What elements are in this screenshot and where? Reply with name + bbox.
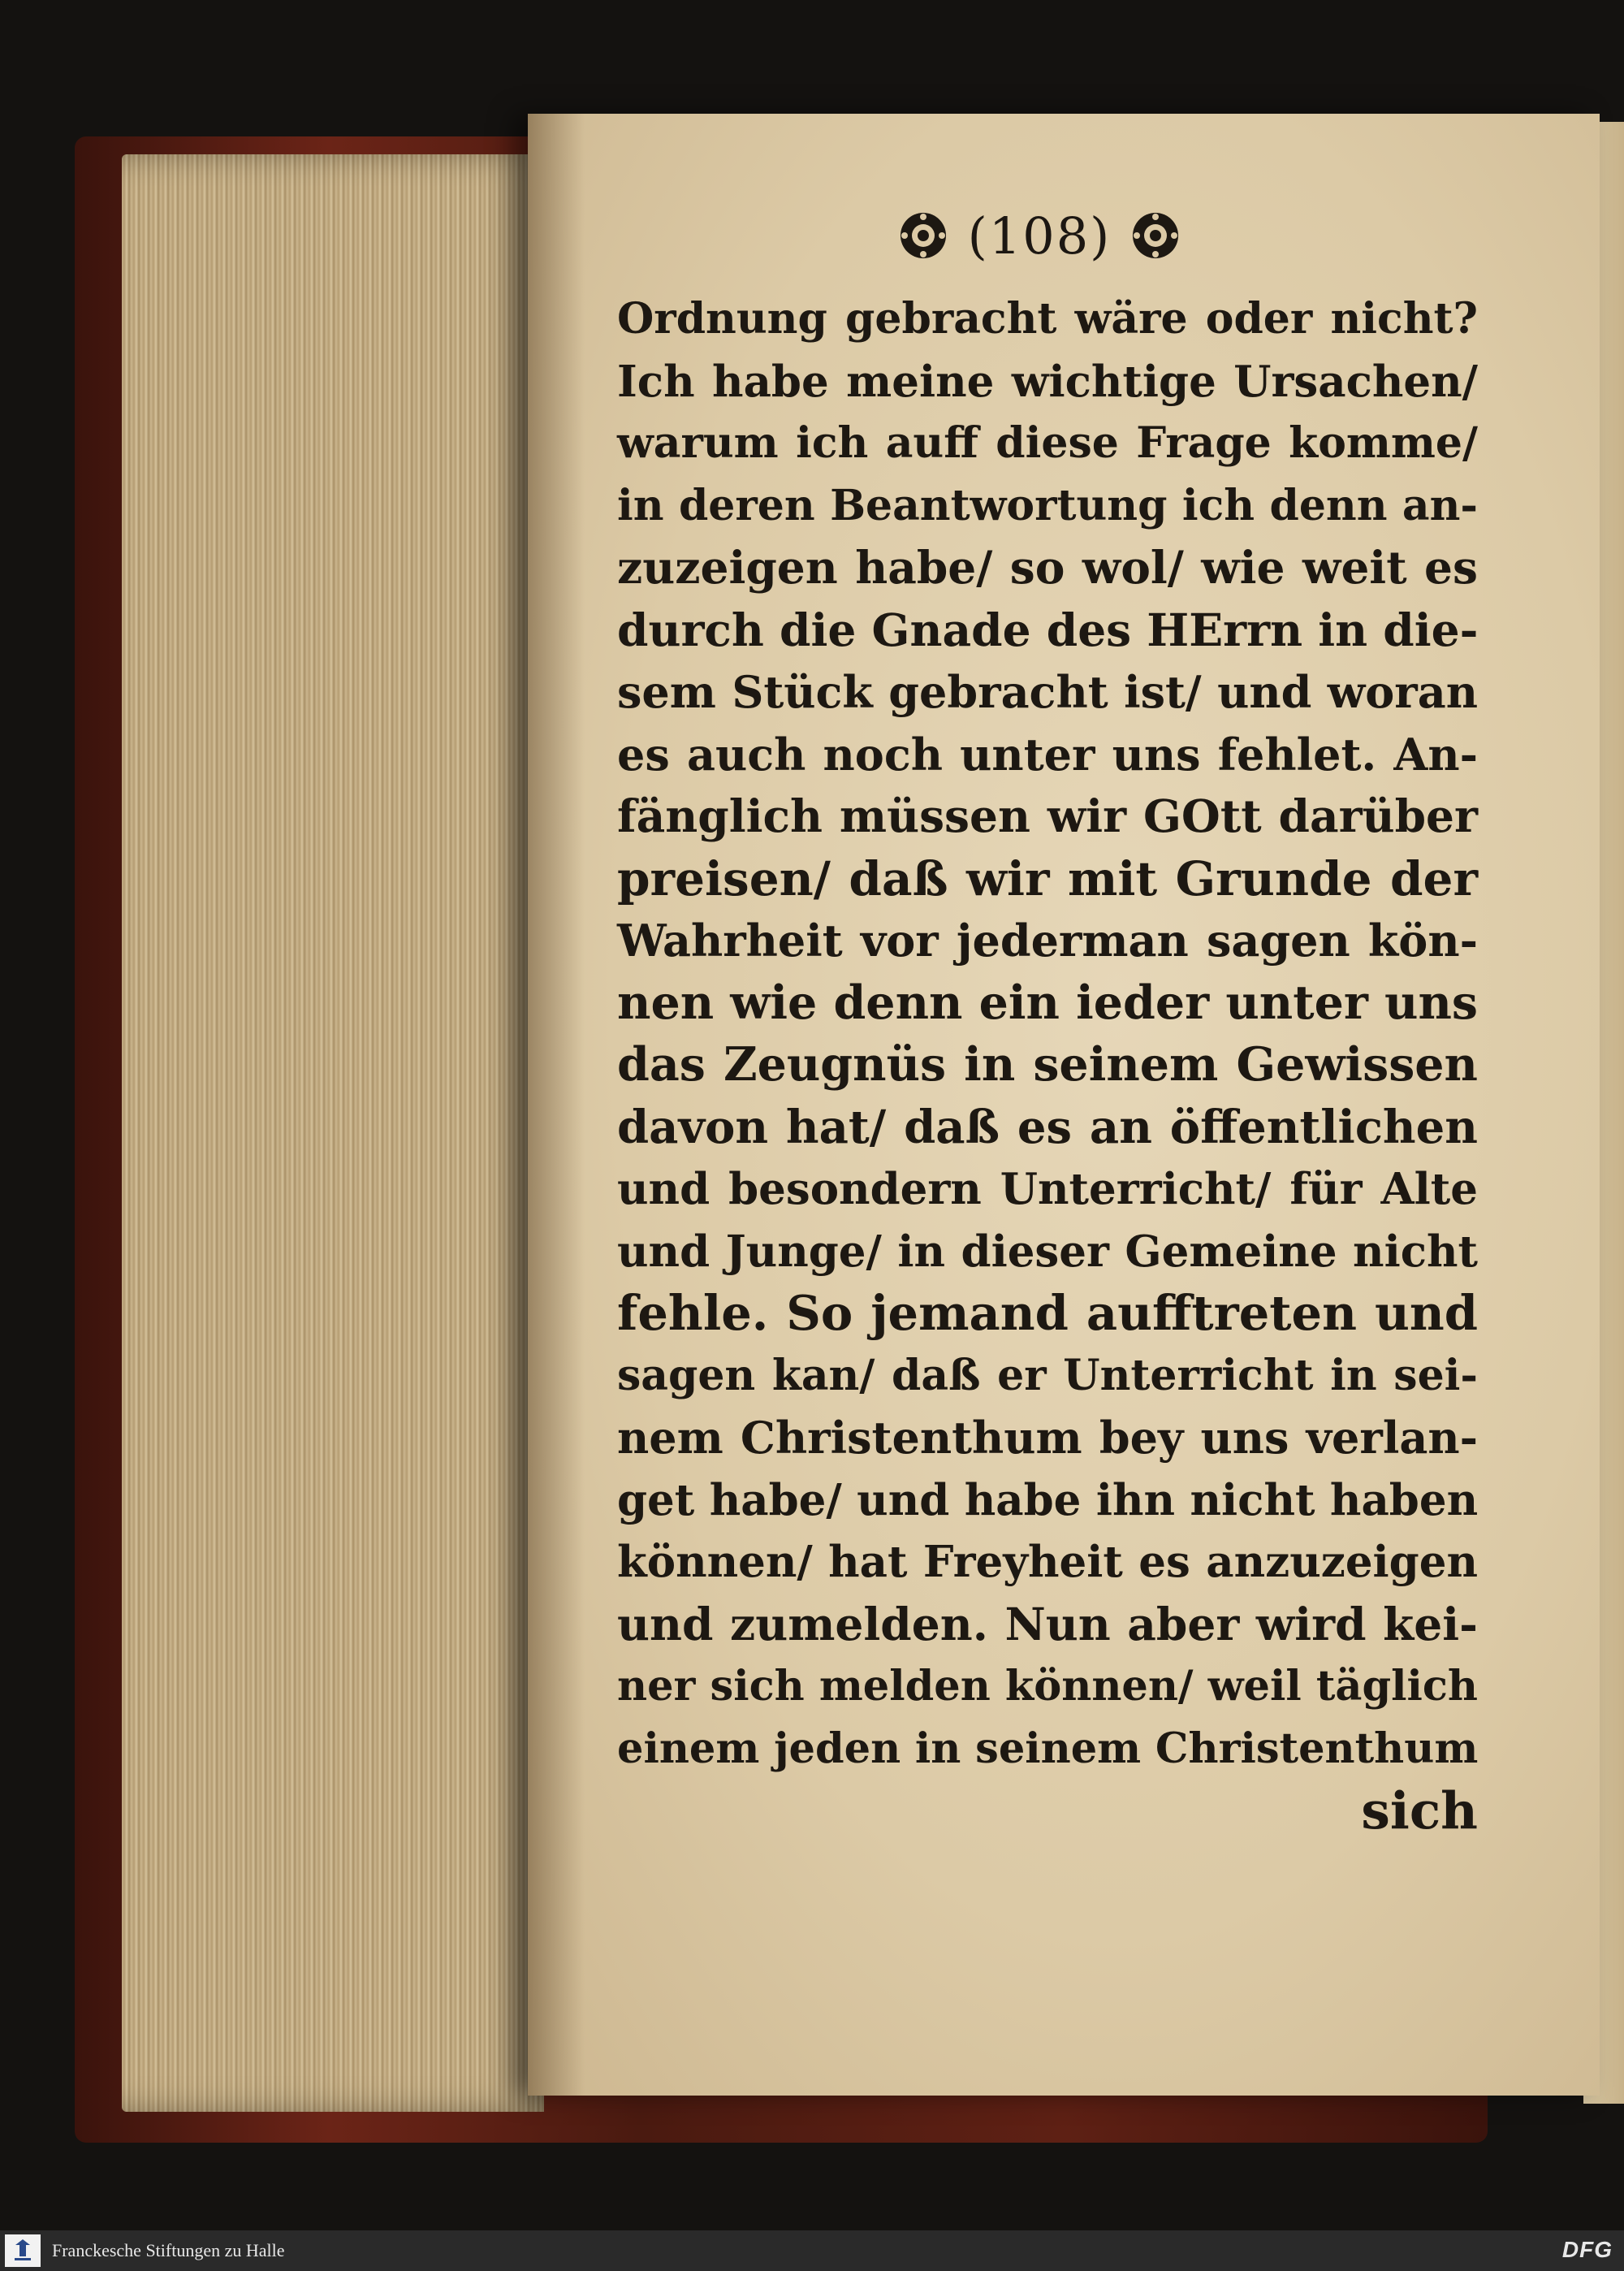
text-line: können/ hat Freyheit es anzuzeigen <box>617 1537 1478 1587</box>
text-line: fänglich müssen wir GOtt darüber <box>617 789 1478 842</box>
text-line: sem Stück gebracht ist/ und woran <box>617 666 1478 718</box>
page-block-edge <box>122 154 544 2112</box>
dfg-logo: DFG <box>1561 2237 1613 2262</box>
text-line: in deren Beantwortung ich denn an- <box>617 480 1478 530</box>
text-line: preisen/ daß wir mit Grunde der <box>617 850 1478 906</box>
text-line: Ich habe meine wichtige Ursachen/ <box>617 356 1478 407</box>
institution-name: Franckesche Stiftungen zu Halle <box>52 2240 285 2260</box>
page-number: (108) <box>967 205 1112 266</box>
institution-logo-icon <box>5 2234 41 2267</box>
text-line: zuzeigen habe/ so wol/ wie weit es <box>617 541 1478 594</box>
rosette-ornament-icon <box>896 209 950 262</box>
text-line: nen wie denn ein ieder unter uns <box>617 975 1478 1030</box>
text-line: Wahrheit vor jederman sagen kön- <box>617 915 1478 967</box>
text-line: einem jeden in seinem Christenthum <box>617 1724 1479 1773</box>
page-header <box>861 195 1218 276</box>
text-line: nem Christenthum bey uns verlan- <box>617 1412 1478 1464</box>
text-line: davon hat/ daß es an öffentlichen <box>617 1100 1478 1154</box>
text-line: und besondern Unterricht/ für Alte <box>617 1164 1478 1214</box>
text-line: und zumelden. Nun aber wird kei- <box>617 1597 1478 1650</box>
text-line: Ordnung gebracht wäre oder nicht? <box>617 294 1478 344</box>
body-text <box>617 288 1478 1842</box>
text-line: fehle. So jemand aufftreten und <box>617 1285 1478 1341</box>
viewer-footer <box>0 2230 1624 2271</box>
text-line: ner sich melden können/ weil täglich <box>617 1662 1478 1711</box>
text-line: warum ich auff diese Frage komme/ <box>617 418 1478 468</box>
text-line: es auch noch unter uns fehlet. An- <box>617 728 1478 781</box>
page-gutter-shadow <box>528 114 585 2096</box>
rosette-ornament-icon <box>1129 209 1182 262</box>
text-line: get habe/ und habe ihn nicht haben <box>617 1474 1479 1525</box>
catchword: sich <box>1361 1780 1478 1841</box>
text-line: das Zeugnüs in seinem Gewissen <box>617 1037 1478 1092</box>
text-line: durch die Gnade des HErrn in die- <box>617 603 1479 656</box>
text-line: und Junge/ in dieser Gemeine nicht <box>617 1226 1478 1277</box>
text-line: sagen kan/ daß er Unterricht in sei- <box>617 1350 1478 1400</box>
